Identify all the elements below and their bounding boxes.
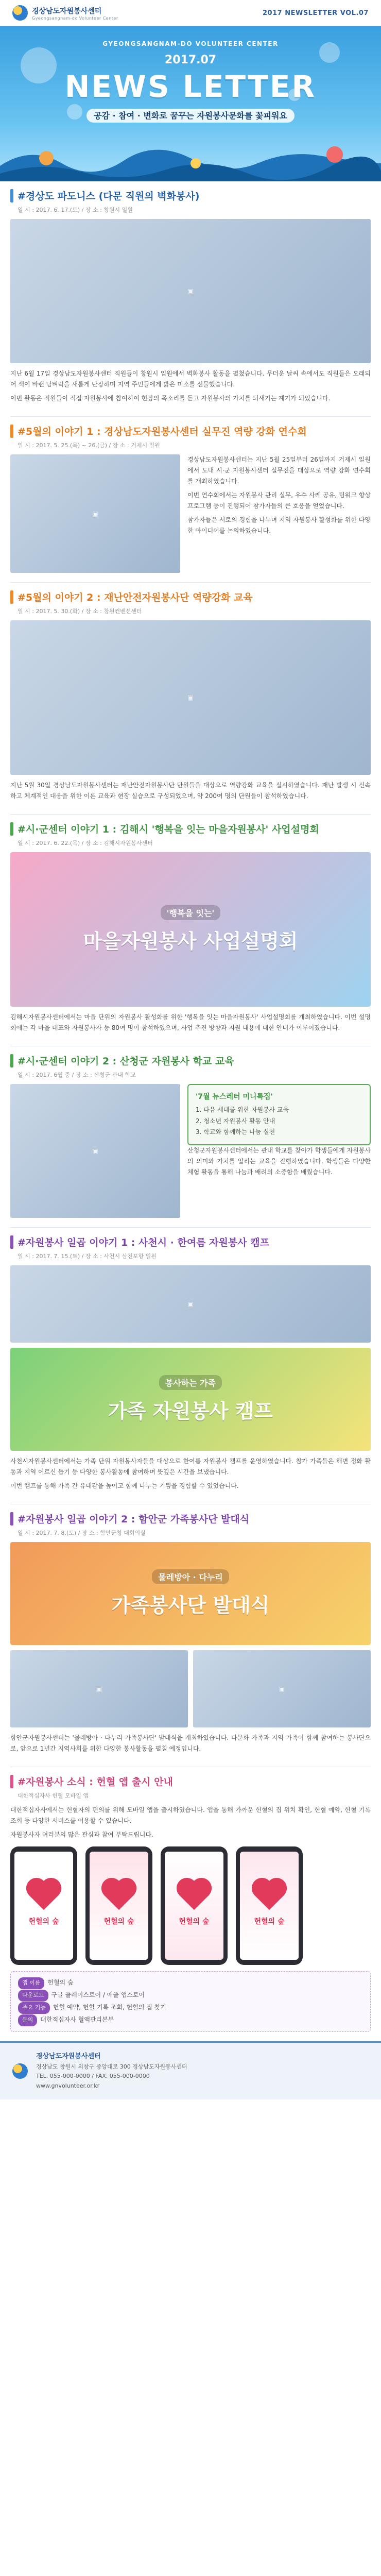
section-4 bbox=[0, 815, 381, 1046]
heart-icon bbox=[255, 1881, 284, 1910]
section-8-sub: 대한적십자사 헌혈 모바일 앱 bbox=[18, 1792, 89, 1799]
section-7-heading bbox=[10, 1512, 371, 1526]
section-7-photo-left: ▣ bbox=[10, 1650, 188, 1727]
section-6-body bbox=[10, 1456, 371, 1492]
section-bar bbox=[10, 189, 13, 202]
footer bbox=[0, 2041, 381, 2099]
paragraph: 지난 6월 17일 경상남도자원봉사센터 직원들이 창원시 일원에서 벽화봉사 활동을 펼쳤습니다. 무더운 날씨 속에서도 직원들은 오래되어 색이 바랜 담벼락을 새롭게 단장하며 지역 주민들에게 밝은 미소를 선물했습니다. bbox=[10, 370, 371, 388]
mini-special-title: '7월 뉴스레터 미니특집' bbox=[196, 1093, 273, 1101]
section-6-title: #자원봉사 일곱 이야기 1 : 사천시 · 한여름 자원봉사 캠프 bbox=[18, 1237, 269, 1248]
paragraph: 이번 연수회에서는 자원봉사 관리 실무, 우수 사례 공유, 팀워크 향상 프로그램 등이 진행되어 참가자들의 큰 호응을 얻었습니다. bbox=[187, 492, 371, 510]
paragraph: 김해시자원봉사센터에서는 마을 단위의 자원봉사 활성화를 위한 '행복을 잇는 마을자원봉사' 사업설명회를 개최하였습니다. 이번 설명회에는 각 마을 대표와 자원봉사자 등 80여 명이 참석하였으며, 사업 추진 방향과 지원 내용에 대한 안내가 이루어졌습니다. bbox=[10, 1013, 371, 1031]
app-name: 헌혈의 숲 bbox=[179, 1918, 210, 1926]
section-3-photo: ▣ bbox=[10, 620, 371, 775]
issue-label: 2017 NEWSLETTER VOL.07 bbox=[263, 9, 369, 17]
phone-mockup bbox=[10, 1846, 77, 1965]
section-bar bbox=[10, 822, 13, 836]
section-2-title: #5월의 이야기 1 : 경상남도자원봉사센터 실무진 역량 강화 연수회 bbox=[18, 426, 307, 437]
section-7-banner bbox=[10, 1542, 371, 1645]
section-7-photo-right: ▣ bbox=[193, 1650, 371, 1727]
section-6 bbox=[0, 1228, 381, 1504]
app-info-box bbox=[10, 1971, 371, 2032]
photo-icon: ▣ bbox=[187, 287, 194, 295]
section-1-sub: 일 시 : 2017. 6. 17.(토) / 장 소 : 창원시 일원 bbox=[18, 207, 133, 213]
paragraph: 자원봉사자 여러분의 많은 관심과 참여 부탁드립니다. bbox=[10, 1831, 153, 1838]
section-3-sub: 일 시 : 2017. 5. 30.(화) / 장 소 : 창원컨벤션센터 bbox=[18, 608, 142, 615]
section-2-sub: 일 시 : 2017. 5. 25.(목) ~ 26.(금) / 장 소 : 거제시 일원 bbox=[18, 442, 160, 449]
section-3 bbox=[0, 583, 381, 814]
section-8-body bbox=[10, 1805, 371, 1840]
mini-special-item: 2. 청소년 자원봉사 활동 안내 bbox=[196, 1117, 275, 1125]
section-5-photo: ▣ bbox=[10, 1084, 180, 1218]
heart-icon bbox=[105, 1881, 134, 1910]
section-3-title: #5월의 이야기 2 : 재난안전자원봉사단 역량강화 교육 bbox=[18, 592, 253, 603]
section-1-photo bbox=[10, 219, 371, 363]
paragraph: 경상남도자원봉사센터는 지난 5월 25일부터 26일까지 거제시 일원에서 도내 시·군 자원봉사센터 실무진을 대상으로 역량 강화 연수회를 개최하였습니다. bbox=[187, 456, 371, 485]
hero-center-name: GYEONGSANGNAM-DO VOLUNTEER CENTER bbox=[102, 40, 279, 47]
paragraph: 참가자들은 서로의 경험을 나누며 지역 자원봉사 활성화를 위한 다양한 아이디어를 논의하였습니다. bbox=[187, 516, 371, 534]
paragraph: 지난 5월 30일 경상남도자원봉사센터는 재난안전자원봉사단 단원들을 대상으로 역량강화 교육을 실시하였습니다. 재난 발생 시 신속하고 체계적인 대응을 위한 이론 교육과 현장 실습으로 구성되었으며, 약 200여 명의 단원들이 참석하였습니다. bbox=[10, 782, 371, 800]
mini-special-box bbox=[187, 1084, 371, 1145]
section-bar bbox=[10, 590, 13, 604]
section-3-body bbox=[10, 780, 371, 802]
coral-illustration bbox=[0, 135, 381, 181]
banner-line-1: 봉사하는 가족 bbox=[159, 1375, 222, 1390]
section-7 bbox=[0, 1504, 381, 1767]
section-4-title: #시·군센터 이야기 1 : 김해시 '행복을 잇는 마을자원봉사' 사업설명회 bbox=[18, 824, 319, 835]
app-name: 헌혈의 숲 bbox=[103, 1918, 134, 1926]
hero-date: 2017.07 bbox=[164, 54, 217, 66]
footer-contact: TEL. 055-000-0000 / FAX. 055-000-0000 bbox=[36, 2073, 150, 2080]
mini-special-item: 3. 학교와 함께하는 나눔 실천 bbox=[196, 1128, 275, 1136]
section-5 bbox=[0, 1046, 381, 1227]
mini-special-item: 1. 다음 세대를 위한 자원봉사 교육 bbox=[196, 1106, 289, 1113]
banner-line-1: 물레방아 · 다누리 bbox=[152, 1569, 229, 1584]
hero-title: NEWS LETTER bbox=[64, 69, 317, 104]
org-name: 경상남도자원봉사센터 bbox=[32, 7, 102, 15]
section-7-sub: 일 시 : 2017. 7. 8.(토) / 장 소 : 함안군청 대회의실 bbox=[18, 1530, 146, 1536]
section-2-heading bbox=[10, 424, 371, 438]
section-2 bbox=[0, 417, 381, 582]
section-5-heading bbox=[10, 1054, 371, 1067]
banner-line-2: 가족 자원봉사 캠프 bbox=[108, 1400, 273, 1422]
section-3-heading bbox=[10, 590, 371, 604]
paragraph: 사천시자원봉사센터에서는 가족 단위 자원봉사자들을 대상으로 한여름 자원봉사 캠프를 운영하였습니다. 참가 가족들은 해변 정화 활동과 지역 어르신 돕기 등 다양한 봉사활동에 참여하며 뜻깊은 시간을 보냈습니다. bbox=[10, 1458, 371, 1476]
section-7-body bbox=[10, 1733, 371, 1754]
paragraph: 대한적십자사에서는 헌혈자의 편의를 위해 모바일 앱을 출시하였습니다. 앱을 통해 가까운 헌혈의 집 위치 확인, 헌혈 예약, 헌혈 기록 조회 등 다양한 서비스를 이용할 수 있습니다. bbox=[10, 1806, 371, 1824]
phone-mockup bbox=[236, 1846, 303, 1965]
section-bar bbox=[10, 1512, 13, 1526]
section-6-photo-top: ▣ bbox=[10, 1265, 371, 1343]
phone-mockup bbox=[161, 1846, 228, 1965]
section-bar bbox=[10, 1235, 13, 1249]
section-1-body bbox=[10, 368, 371, 404]
section-6-banner bbox=[10, 1348, 371, 1451]
section-2-photo: ▣ bbox=[10, 454, 180, 573]
app-name: 헌혈의 숲 bbox=[28, 1918, 59, 1926]
section-8-heading bbox=[10, 1774, 371, 1788]
section-2-body bbox=[187, 454, 371, 573]
info-item: 앱 이름 헌혈의 숲 bbox=[18, 1977, 363, 1989]
app-name: 헌혈의 숲 bbox=[254, 1918, 285, 1926]
info-item: 주요 기능 헌혈 예약, 헌혈 기록 조회, 헌혈의 집 찾기 bbox=[18, 2002, 363, 2014]
paragraph: 함안군자원봉사센터는 '물레방아 · 다누리 가족봉사단' 발대식을 개최하였습니다. 다문화 가족과 지역 가족이 함께 참여하는 봉사단으로, 앞으로 1년간 지역사회를 위한 다양한 봉사활동을 펼칠 예정입니다. bbox=[10, 1734, 371, 1752]
section-bar bbox=[10, 1775, 13, 1788]
info-item: 문의 대한적십자사 혈액관리본부 bbox=[18, 2014, 363, 2026]
paragraph: 이번 활동은 직원들이 직접 자원봉사에 참여하여 현장의 목소리를 듣고 자원봉사의 가치를 되새기는 계기가 되었습니다. bbox=[10, 395, 331, 402]
section-5-title: #시·군센터 이야기 2 : 산청군 자원봉사 학교 교육 bbox=[18, 1056, 234, 1067]
section-bar bbox=[10, 1054, 13, 1067]
top-header bbox=[0, 0, 381, 27]
footer-web-link[interactable]: www.gnvolunteer.or.kr bbox=[36, 2082, 100, 2090]
banner-line-1: '행복을 잇는' bbox=[161, 905, 221, 920]
section-4-body bbox=[10, 1012, 371, 1033]
section-5-sub: 일 시 : 2017. 6월 중 / 장 소 : 산청군 관내 학교 bbox=[18, 1072, 136, 1078]
section-1-heading bbox=[10, 189, 371, 202]
hero-banner bbox=[0, 27, 381, 181]
section-4-heading bbox=[10, 822, 371, 836]
org-logo[interactable] bbox=[12, 5, 118, 21]
banner-line-2: 가족봉사단 발대식 bbox=[111, 1594, 270, 1617]
section-6-sub: 일 시 : 2017. 7. 15.(토) / 장 소 : 사천시 삼천포항 일원 bbox=[18, 1253, 157, 1260]
section-5-body bbox=[187, 1145, 371, 1178]
info-item: 다운로드 구글 플레이스토어 / 애플 앱스토어 bbox=[18, 1989, 363, 2002]
phone-mockup bbox=[85, 1846, 152, 1965]
footer-logo-icon bbox=[12, 2063, 28, 2079]
section-7-title: #자원봉사 일곱 이야기 2 : 함안군 가족봉사단 발대식 bbox=[18, 1514, 250, 1525]
paragraph: 이번 캠프를 통해 가족 간 유대감을 높이고 함께 나누는 기쁨을 경험할 수 있었습니다. bbox=[10, 1482, 239, 1489]
app-showcase bbox=[10, 1846, 371, 1965]
footer-org-name: 경상남도자원봉사센터 bbox=[36, 2052, 101, 2060]
banner-line-2: 마을자원봉사 사업설명회 bbox=[83, 930, 298, 953]
section-1 bbox=[0, 181, 381, 416]
hero-slogan: 공감 · 참여 · 변화로 꿈꾸는 자원봉사문화를 꽃피워요 bbox=[0, 109, 381, 121]
section-1-title: #경상도 파도니스 (다문 직원의 벽화봉사) bbox=[18, 191, 200, 202]
logo-mark-icon bbox=[12, 5, 28, 21]
section-4-banner bbox=[10, 852, 371, 1007]
section-8-title: #자원봉사 소식 : 헌혈 앱 출시 안내 bbox=[18, 1776, 173, 1788]
org-sub: Gyeongsangnam-do Volunteer Center bbox=[32, 15, 118, 21]
section-6-heading bbox=[10, 1235, 371, 1249]
paragraph: 산청군자원봉사센터에서는 관내 학교를 찾아가 학생들에게 자원봉사의 의미와 가치를 알리는 교육을 진행하였습니다. 학생들은 다양한 체험 활동을 통해 나눔과 배려의 소중함을 배웠습니다. bbox=[187, 1146, 371, 1176]
footer-address: 경상남도 창원시 의창구 중앙대로 300 경상남도자원봉사센터 bbox=[36, 2063, 187, 2070]
section-bar bbox=[10, 425, 13, 438]
heart-icon bbox=[180, 1881, 209, 1910]
section-4-sub: 일 시 : 2017. 6. 22.(목) / 장 소 : 김해시자원봉사센터 bbox=[18, 840, 153, 846]
heart-icon bbox=[29, 1881, 59, 1910]
section-8 bbox=[0, 1767, 381, 2041]
